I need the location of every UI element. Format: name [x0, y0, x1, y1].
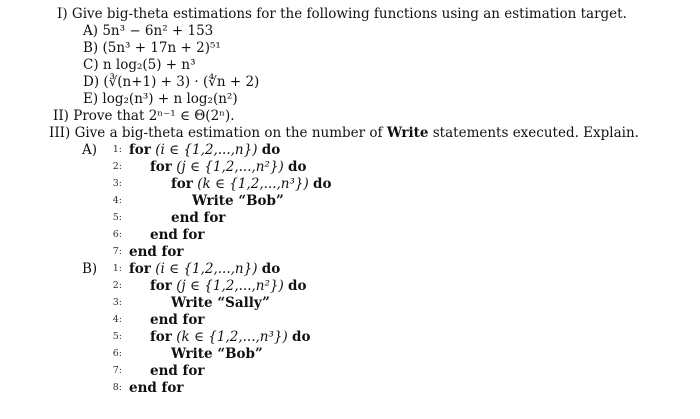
- problem-2: [53, 108, 235, 124]
- function-c-label: C): [83, 57, 99, 73]
- function-b-expr: (5n³ + 17n + 2)⁵¹: [102, 40, 221, 56]
- algo-a-line-number: 1:: [112, 144, 122, 155]
- problem-3-text-after: statements executed. Explain.: [432, 125, 639, 141]
- algo-b-line-number: 7:: [112, 365, 122, 376]
- algo-b-line-7: end for: [150, 363, 205, 379]
- function-d-label: D): [83, 74, 100, 90]
- problem-2-text: Prove that 2ⁿ⁻¹ ∈ Θ(2ⁿ).: [73, 108, 235, 124]
- keyword-for: for: [150, 278, 172, 294]
- function-a-expr: 5n³ − 6n² + 153: [102, 23, 214, 39]
- algorithm-a-label: A): [82, 142, 98, 158]
- algo-a-line-number: 4:: [112, 195, 122, 206]
- algo-a-line-5: end for: [171, 210, 226, 226]
- function-d: [83, 74, 259, 90]
- keyword-do: do: [292, 329, 311, 345]
- keyword-for: for: [129, 142, 151, 158]
- function-c: [83, 57, 196, 73]
- algo-a-line-3: [171, 176, 332, 192]
- keyword-do: do: [313, 176, 332, 192]
- algo-a-line-7: end for: [129, 244, 184, 260]
- keyword-for: for: [171, 176, 193, 192]
- algo-b-line-4: end for: [150, 312, 205, 328]
- function-c-expr: n log₂(5) + n³: [102, 57, 196, 73]
- algo-b-line-2: [150, 278, 307, 294]
- algo-b-line-number: 1:: [112, 263, 122, 274]
- function-e-expr: log₂(n³) + n log₂(n²): [102, 91, 238, 107]
- keyword-do: do: [288, 159, 307, 175]
- algo-b-line-number: 8:: [112, 382, 122, 393]
- function-d-expr: (∛(n+1) + 3) · (∜n + 2): [103, 74, 260, 90]
- function-b-label: B): [83, 40, 99, 56]
- algo-a-line-6: end for: [150, 227, 205, 243]
- function-a-label: A): [83, 23, 99, 39]
- problem-3-label: III): [49, 125, 71, 141]
- algo-a-line-number: 2:: [112, 161, 122, 172]
- algo-a-line-1: [129, 142, 280, 158]
- algo-a-line-number: 3:: [112, 178, 122, 189]
- loop-condition: (i ∈ {1,2,...,n}): [155, 142, 258, 158]
- algo-b-line-number: 4:: [112, 314, 122, 325]
- algo-b-line-number: 6:: [112, 348, 122, 359]
- keyword-do: do: [288, 278, 307, 294]
- algorithm-b-label: B): [82, 261, 98, 277]
- problem-3-text-before: Give a big-theta estimation on the number of: [74, 125, 383, 141]
- algo-b-line-1: [129, 261, 280, 277]
- keyword-for: for: [129, 261, 151, 277]
- algo-b-line-3: Write “Sally”: [171, 295, 270, 311]
- function-b: [83, 40, 221, 56]
- keyword-for: for: [150, 159, 172, 175]
- problem-3-text-bold: Write: [386, 125, 429, 141]
- keyword-for: for: [150, 329, 172, 345]
- loop-condition: (j ∈ {1,2,...,n²}): [176, 278, 284, 294]
- loop-condition: (k ∈ {1,2,...,n³}): [176, 329, 288, 345]
- algo-b-line-6: Write “Bob”: [171, 346, 263, 362]
- problem-3: [49, 125, 639, 141]
- problem-1-text: Give big-theta estimations for the following functions using an estimation target.: [71, 6, 627, 22]
- algo-b-line-number: 2:: [112, 280, 122, 291]
- algo-a-line-4: Write “Bob”: [192, 193, 284, 209]
- function-a: [83, 23, 213, 39]
- function-e-label: E): [83, 91, 99, 107]
- algo-b-line-5: [150, 329, 311, 345]
- loop-condition: (k ∈ {1,2,...,n³}): [197, 176, 309, 192]
- algo-a-line-number: 6:: [112, 229, 122, 240]
- algo-b-line-number: 3:: [112, 297, 122, 308]
- problem-2-label: II): [53, 108, 69, 124]
- keyword-do: do: [261, 142, 281, 158]
- problem-1: [57, 6, 627, 22]
- loop-condition: (i ∈ {1,2,...,n}): [155, 261, 258, 277]
- algo-b-line-number: 5:: [112, 331, 122, 342]
- algo-a-line-number: 7:: [112, 246, 122, 257]
- algo-b-line-8: end for: [129, 380, 184, 396]
- algo-a-line-number: 5:: [112, 212, 122, 223]
- keyword-do: do: [261, 261, 281, 277]
- loop-condition: (j ∈ {1,2,...,n²}): [176, 159, 284, 175]
- function-e: [83, 91, 238, 107]
- problem-1-label: I): [57, 6, 68, 22]
- algo-a-line-2: [150, 159, 307, 175]
